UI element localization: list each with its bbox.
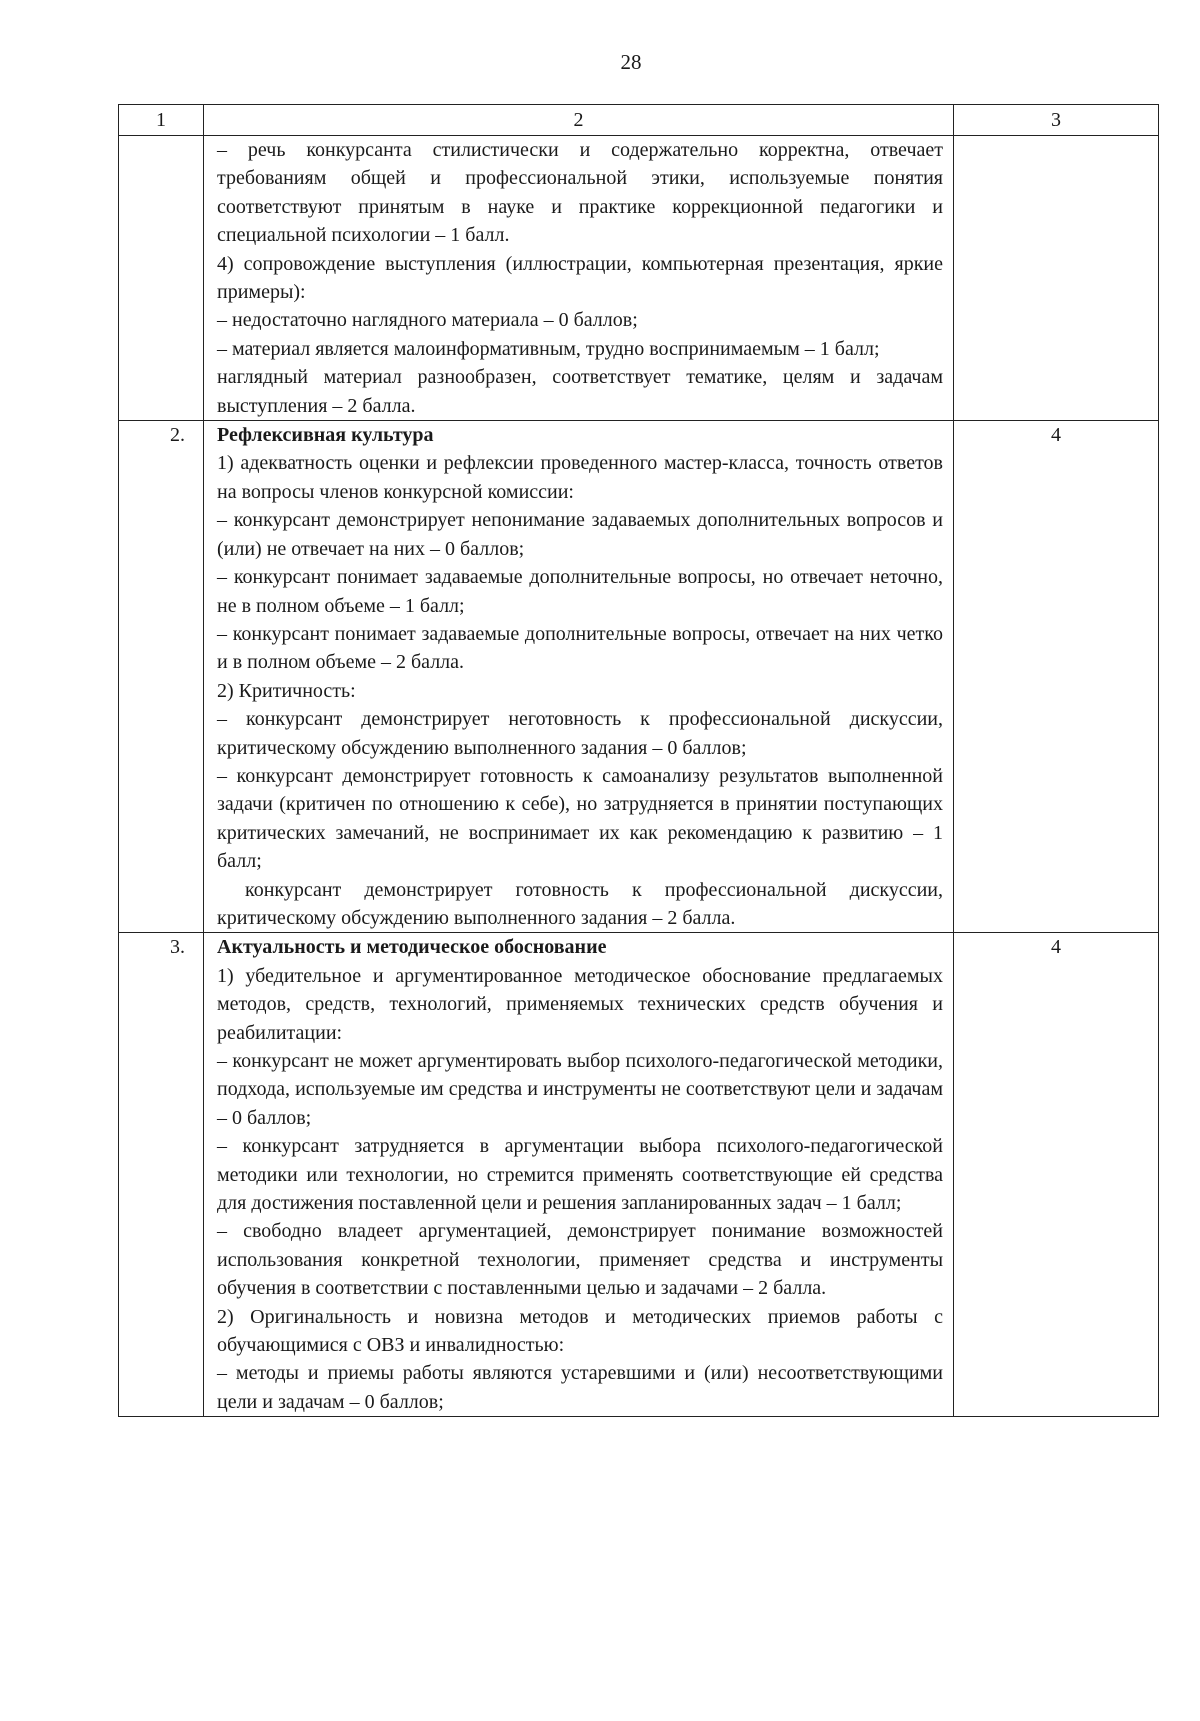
criterion-text: 1) убедительное и аргументированное методическое обоснование предлагаемых методов, средств, технологий, применяемых технических средств обучения и реабилитации: xyxy=(217,964,943,1044)
criterion-text: – речь конкурсанта стилистически и содержательно корректна, отвечает требованиям общей и профессиональной этики, используемые понятия соответствуют принятым в науке и практике коррекционной педагогики и специальной психологии – 1 балл. xyxy=(217,139,943,247)
criterion-text: – конкурсант затрудняется в аргументации выбора психолого-педагогической методики или технологии, но стремится применять соответствующие ей средства для достижения поставленной цели и решения запланированных задач – 1 балл; xyxy=(217,1135,943,1215)
table-header-row xyxy=(119,105,1159,136)
criterion-text: – конкурсант демонстрирует готовность к самоанализу результатов выполненной задачи (критичен по отношению к себе), но затрудняется в принятии поступающих критических замечаний, не воспринимает их как рекомендацию к развитию – 1 балл; xyxy=(217,764,943,873)
row-number: 2. xyxy=(119,421,204,933)
row-content xyxy=(204,421,954,933)
criterion-text: – материал является малоинформативным, трудно воспринимаемым – 1 балл; xyxy=(217,337,880,360)
table-row xyxy=(119,933,1159,1417)
criterion-text: – конкурсант не может аргументировать выбор психолого-педагогической методики, подхода, используемые им средства и инструменты не соответствуют цели и задачам – 0 баллов; xyxy=(217,1050,943,1129)
table-row xyxy=(119,136,1159,421)
header-col-3: 3 xyxy=(954,105,1159,136)
row-content xyxy=(204,933,954,1417)
header-col-1: 1 xyxy=(119,105,204,136)
table-row xyxy=(119,421,1159,933)
row-number xyxy=(119,136,204,421)
criterion-text: 2) Критичность: xyxy=(217,679,356,702)
criterion-title: Рефлексивная культура xyxy=(217,424,434,447)
criterion-text: – свободно владеет аргументацией, демонстрирует понимание возможностей использования конкретной технологии, применяет средства и инструменты обучения в соответствии с поставленными целью и задачами – 2 балла. xyxy=(217,1220,943,1300)
criterion-text: 2) Оригинальность и новизна методов и методических приемов работы с обучающимися с ОВЗ и инвалидностью: xyxy=(217,1305,943,1357)
criterion-text: – недостаточно наглядного материала – 0 баллов; xyxy=(217,309,638,332)
page-number: 28 xyxy=(620,50,642,74)
row-score: 4 xyxy=(954,933,1159,1417)
header-col-2: 2 xyxy=(204,105,954,136)
criterion-text: – конкурсант демонстрирует неготовность к профессиональной дискуссии, критическому обсуждению выполненного задания – 0 баллов; xyxy=(217,708,943,759)
row-content xyxy=(204,136,954,421)
row-score xyxy=(954,136,1159,421)
criterion-title: Актуальность и методическое обоснование xyxy=(217,936,607,959)
criterion-text: 1) адекватность оценки и рефлексии проведенного мастер-класса, точность ответов на вопросы членов конкурсной комиссии: xyxy=(217,452,943,503)
criterion-text: – методы и приемы работы являются устаревшими и (или) несоответствующими цели и задачам – 0 баллов; xyxy=(217,1362,943,1413)
criterion-text: 4) сопровождение выступления (иллюстрации, компьютерная презентация, яркие примеры): xyxy=(217,252,943,304)
criteria-table xyxy=(118,104,1159,1417)
criterion-text: конкурсант демонстрирует готовность к профессиональной дискуссии, критическому обсуждению выполненного задания – 2 балла. xyxy=(217,878,943,929)
row-number: 3. xyxy=(119,933,204,1417)
criterion-text: – конкурсант понимает задаваемые дополнительные вопросы, отвечает на них четко и в полном объеме – 2 балла. xyxy=(217,622,943,674)
criterion-text: – конкурсант демонстрирует непонимание задаваемых дополнительных вопросов и (или) не отвечает на них – 0 баллов; xyxy=(217,509,943,560)
criterion-text: наглядный материал разнообразен, соответствует тематике, целям и задачам выступления – 2 балла. xyxy=(217,366,943,417)
row-score: 4 xyxy=(954,421,1159,933)
criterion-text: – конкурсант понимает задаваемые дополнительные вопросы, но отвечает неточно, не в полном объеме – 1 балл; xyxy=(217,566,943,617)
